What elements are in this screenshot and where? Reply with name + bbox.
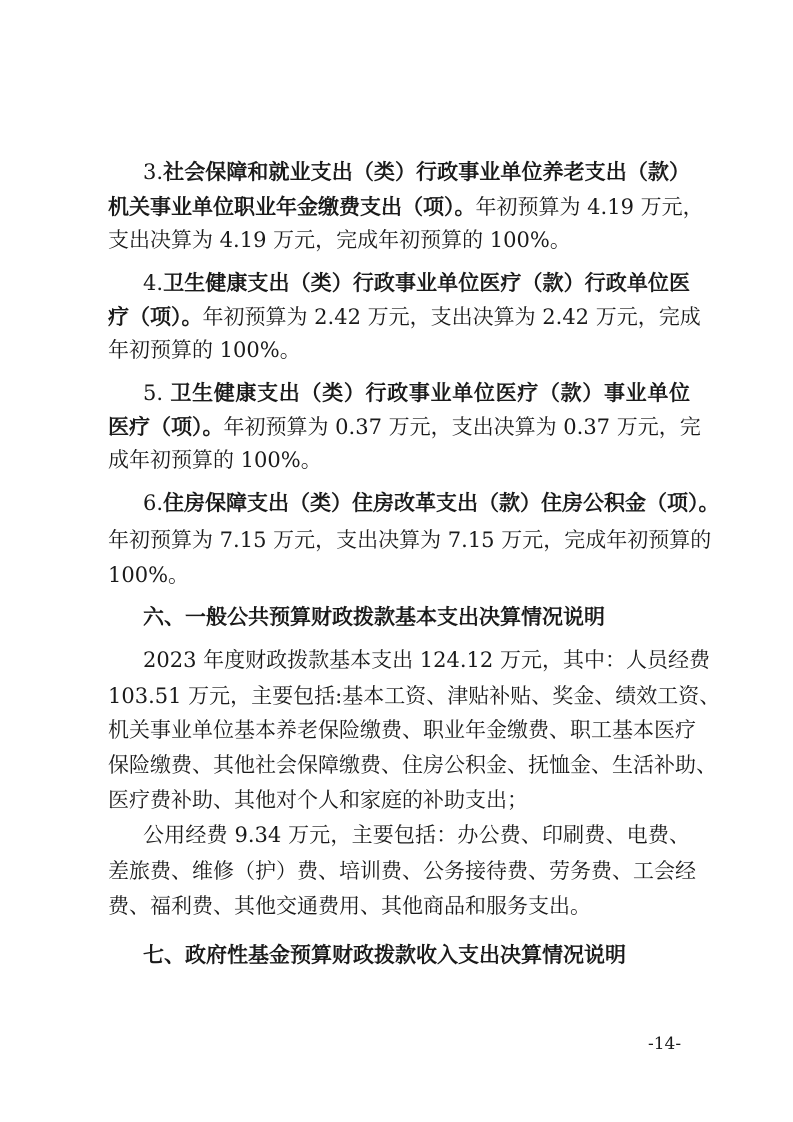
body-text: 机关事业单位基本养老保险缴费、职业年金缴费、职工基本医疗 — [108, 718, 696, 742]
text-line — [108, 751, 717, 779]
text-line — [108, 526, 712, 554]
text-line — [108, 303, 701, 331]
body-text: 年初预算为 2.42 万元，支出决算为 2.42 万元，完成 — [202, 305, 701, 329]
body-text: 保险缴费、其他社会保障缴费、住房公积金、抚恤金、生活补助、 — [108, 753, 717, 777]
text-line — [143, 489, 720, 517]
body-text: 费、福利费、其他交通费用、其他商品和服务支出。 — [108, 894, 591, 918]
section-heading — [143, 603, 690, 631]
bold-item-title: 医疗（项）。 — [108, 415, 224, 439]
body-text: 公用经费 9.34 万元，主要包括：办公费、印刷费、电费、 — [143, 823, 690, 847]
body-text: 100%。 — [108, 563, 190, 587]
body-text: 6. — [143, 491, 164, 515]
bold-item-title: 七、政府性基金预算财政拨款收入支出决算情况说明 — [143, 943, 626, 967]
body-text: 成年初预算的 100%。 — [108, 448, 322, 472]
page-number: -14- — [648, 1034, 682, 1054]
text-line — [143, 379, 690, 407]
bold-item-title: 卫生健康支出（类）行政事业单位医疗（款）行政单位医 — [163, 271, 690, 295]
text-line — [108, 446, 690, 474]
text-line — [108, 892, 690, 920]
body-text: 医疗费补助、其他对个人和家庭的补助支出； — [108, 788, 528, 812]
text-line — [108, 193, 704, 221]
section-heading — [143, 941, 690, 969]
body-text: 年初预算为 4.19 万元， — [475, 195, 704, 219]
body-text: 4. — [143, 271, 164, 295]
text-line — [108, 716, 696, 744]
text-line — [143, 821, 690, 849]
text-line — [108, 561, 690, 589]
body-text: 年初预算为 7.15 万元，支出决算为 7.15 万元，完成年初预算的 — [108, 528, 712, 552]
text-line — [108, 857, 696, 885]
bold-item-title: 疗（项）。 — [108, 305, 203, 329]
body-text: 2023 年度财政拨款基本支出 124.12 万元，其中：人员经费 — [143, 648, 710, 672]
bold-item-title: 住房保障支出（类）住房改革支出（款）住房公积金（项）。 — [163, 491, 720, 515]
body-text: 103.51 万元，主要包括:基本工资、津贴补贴、奖金、绩效工资、 — [108, 684, 721, 708]
body-text: 支出决算为 4.19 万元，完成年初预算的 100%。 — [108, 228, 571, 252]
bold-item-title: 社会保障和就业支出（类）行政事业单位养老支出（款） — [163, 160, 690, 184]
body-text: 年初预算的 100%。 — [108, 338, 301, 362]
bold-item-title: 机关事业单位职业年金缴费支出（项）。 — [108, 195, 476, 219]
text-line — [143, 269, 690, 297]
bold-item-title: 六、一般公共预算财政拨款基本支出决算情况说明 — [143, 605, 605, 629]
text-line — [108, 786, 690, 814]
text-line — [108, 413, 701, 441]
text-line — [108, 336, 690, 364]
body-text: 年初预算为 0.37 万元，支出决算为 0.37 万元，完 — [223, 415, 701, 439]
text-line — [143, 158, 690, 186]
body-text: 3. — [143, 160, 164, 184]
bold-item-title: 卫生健康支出（类）行政事业单位医疗（款）事业单位 — [170, 381, 690, 405]
body-text: 差旅费、维修（护）费、培训费、公务接待费、劳务费、工会经 — [108, 859, 696, 883]
text-line — [108, 682, 721, 710]
text-line — [108, 226, 690, 254]
body-text: 5. — [143, 381, 171, 405]
text-line — [143, 646, 710, 674]
